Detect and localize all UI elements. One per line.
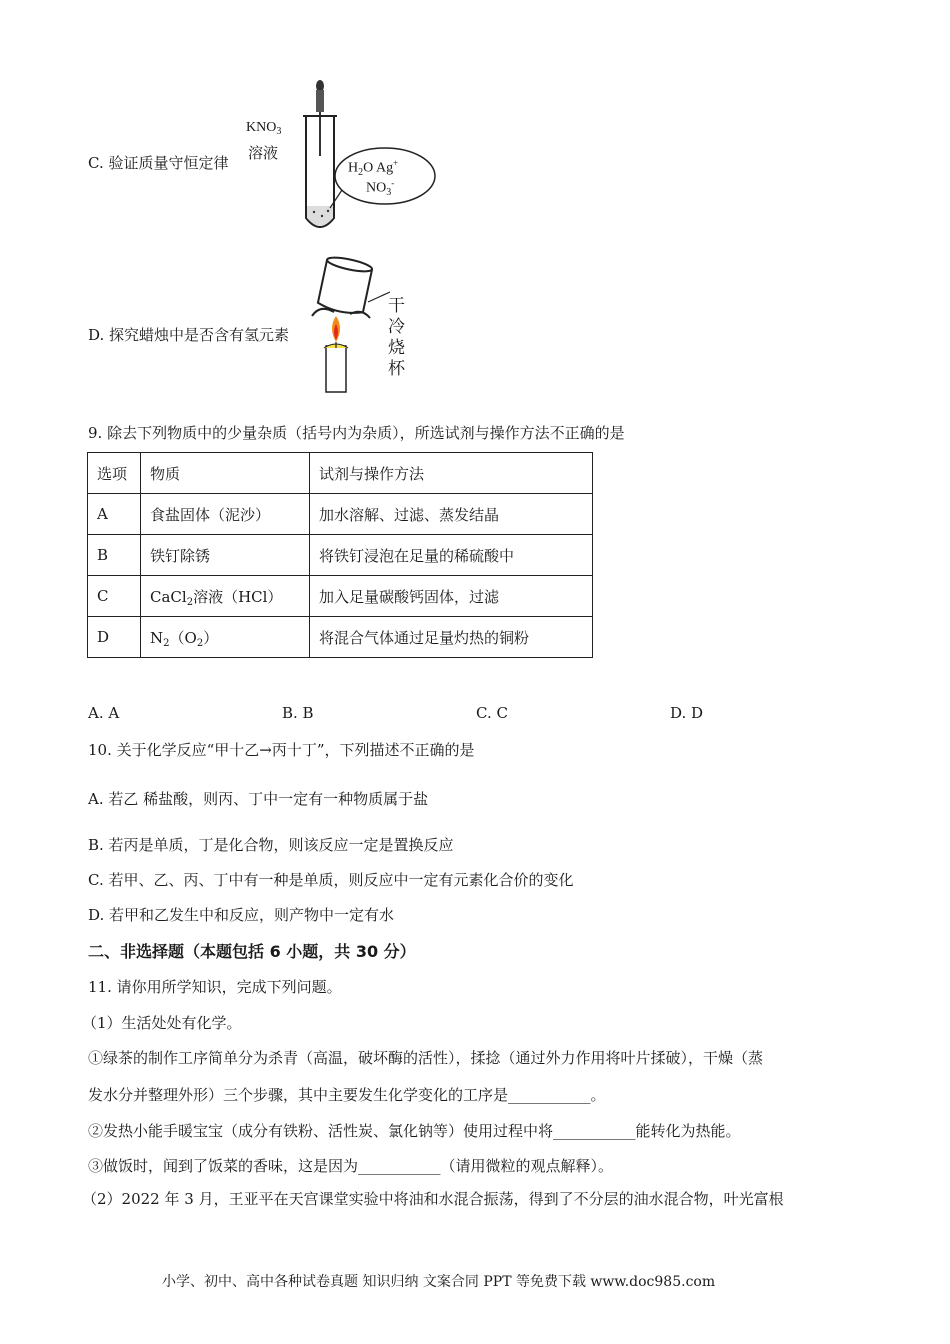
q9-answer-d: D. D <box>670 704 704 722</box>
table-row <box>88 576 593 617</box>
formula-sub: 2 <box>196 637 204 649</box>
q9-answer-b: B. B <box>282 704 314 722</box>
q10-option-b: B. 若丙是单质，丁是化合物，则该反应一定是置换反应 <box>88 836 454 854</box>
dry-cold-beaker-label <box>388 296 408 380</box>
kno3-sub: 3 <box>276 126 282 137</box>
beaker-label-char: 杯 <box>388 359 405 379</box>
bubble-no-sub: 3 <box>386 186 392 198</box>
table-cell: C <box>88 576 141 617</box>
formula-text: 溶液（HCl） <box>193 587 283 606</box>
table-row <box>88 494 593 535</box>
option-c-label: C. 验证质量守恒定律 <box>88 154 229 172</box>
table-header-cell: 选项 <box>88 453 141 494</box>
table-header-cell: 物质 <box>141 453 310 494</box>
table-cell: 加入足量碳酸钙固体，过滤 <box>310 576 593 617</box>
table-cell: 将混合气体通过足量灼热的铜粉 <box>310 617 593 658</box>
table-cell: B <box>88 535 141 576</box>
page-footer: 小学、初中、高中各种试卷真题 知识归纳 文案合同 PPT 等免费下载 www.doc985.com <box>162 1274 716 1290</box>
q11-part1: （1）生活处处有化学。 <box>82 1014 242 1032</box>
bubble-ag-sup: + <box>393 158 399 168</box>
table-header-row <box>88 453 593 494</box>
q11-stem: 11. 请你用所学知识，完成下列问题。 <box>88 978 342 996</box>
bubble-line-2 <box>366 178 394 197</box>
q11-part2: （2）2022 年 3 月，王亚平在天宫课堂实验中将油和水混合振荡，得到了不分层的油水混合物，叶光富根 <box>82 1190 784 1208</box>
q10-option-c: C. 若甲、乙、丙、丁中有一种是单质，则反应中一定有元素化合价的变化 <box>88 871 574 889</box>
bubble-no: NO <box>366 180 387 196</box>
bubble-h: H <box>348 160 359 176</box>
table-cell: A <box>88 494 141 535</box>
q9-table <box>87 452 593 658</box>
table-row <box>88 617 593 658</box>
table-cell <box>141 576 310 617</box>
formula-text: ） <box>203 628 219 647</box>
table-cell: 将铁钉浸泡在足量的稀硫酸中 <box>310 535 593 576</box>
formula-text: （O <box>169 628 197 647</box>
q10-stem: 10. 关于化学反应“甲十乙→丙十丁”，下列描述不正确的是 <box>88 741 475 759</box>
table-cell: 铁钉除锈 <box>141 535 310 576</box>
beaker-label-char: 冷 <box>388 317 405 337</box>
bubble-line-1 <box>348 158 398 177</box>
kno3-label <box>246 120 281 136</box>
q10-option-d: D. 若甲和乙发生中和反应，则产物中一定有水 <box>88 906 395 924</box>
candle-beaker-figure <box>300 256 390 396</box>
q10-option-a: A. 若乙 稀盐酸，则丙、丁中一定有一种物质属于盐 <box>88 790 429 808</box>
table-cell <box>141 617 310 658</box>
q11-item2: ②发热小能手暖宝宝（成分有铁粉、活性炭、氯化钠等）使用过程中将___________能转化为热能。 <box>88 1122 741 1140</box>
q9-answer-a: A. A <box>88 704 120 722</box>
table-row <box>88 535 593 576</box>
table-cell: D <box>88 617 141 658</box>
table-header-cell: 试剂与操作方法 <box>310 453 593 494</box>
section-2-title: 二、非选择题（本题包括 6 小题，共 30 分） <box>88 942 416 961</box>
formula-sub: 2 <box>186 596 194 608</box>
kno3-text: KNO <box>246 120 277 135</box>
formula-text: CaCl <box>150 587 187 606</box>
table-cell: 食盐固体（泥沙） <box>141 494 310 535</box>
formula-sub: 2 <box>163 637 170 649</box>
option-d-label: D. 探究蜡烛中是否含有氢元素 <box>88 326 290 344</box>
bubble-no-sup: - <box>391 178 395 188</box>
q9-stem: 9. 除去下列物质中的少量杂质（括号内为杂质），所选试剂与操作方法不正确的是 <box>88 424 625 442</box>
candle-flame-icon <box>300 256 390 396</box>
q11-item1-line1: ①绿茶的制作工序简单分为杀青（高温，破坏酶的活性），揉捻（通过外力作用将叶片揉破），干燥（蒸 <box>88 1049 764 1067</box>
q11-item1-line2: 发水分并整理外形）三个步骤，其中主要发生化学变化的工序是___________。 <box>88 1086 606 1104</box>
bubble-h-sub: 2 <box>358 166 364 178</box>
solution-label: 溶液 <box>248 144 279 162</box>
q11-item3: ③做饭时，闻到了饭菜的香味，这是因为___________（请用微粒的观点解释）。 <box>88 1157 614 1175</box>
beaker-label-char: 烧 <box>388 338 405 358</box>
q9-answer-c: C. C <box>476 704 508 722</box>
table-cell: 加水溶解、过滤、蒸发结晶 <box>310 494 593 535</box>
formula-text: N <box>150 628 164 647</box>
beaker-label-char: 干 <box>388 296 405 316</box>
bubble-o-ag: O Ag <box>363 160 394 176</box>
